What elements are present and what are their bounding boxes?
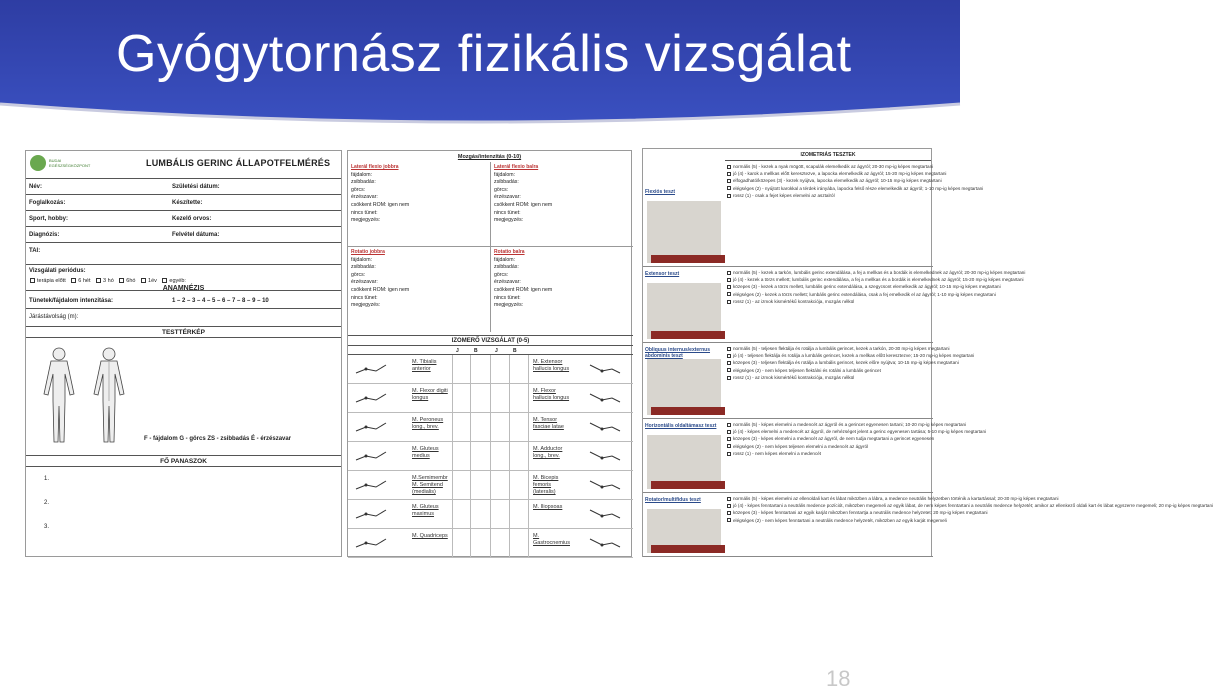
form-title: LUMBÁLIS GERINC ÁLLAPOTFELMÉRÉS — [146, 158, 331, 168]
option-label: 1év — [148, 278, 157, 284]
checkbox[interactable] — [727, 452, 731, 456]
checkbox[interactable] — [727, 285, 731, 289]
test-line-text: közepes (3) - teljesen flektálja és rotálja a lumbális gerincet, kezek előre nyújtva; 10-15 mp-ig képes megtartani — [733, 360, 959, 366]
test-line — [727, 502, 1213, 509]
col-header: B — [513, 348, 517, 354]
test-line — [727, 374, 931, 381]
checkbox[interactable] — [727, 444, 731, 448]
test-line-text: rossz (1) - nem képes elemelni a medencét — [733, 450, 822, 456]
block-title: Rotatio jobbra — [351, 249, 385, 255]
muscle-label: M. Gluteus maximus — [412, 504, 439, 517]
clinic-logo-icon — [30, 155, 46, 171]
block-title: Rotatio balra — [494, 249, 525, 255]
block-line: fájdalom: — [494, 256, 516, 263]
field-label: Sport, hobby: — [29, 216, 68, 222]
checkbox[interactable] — [141, 278, 146, 283]
test-name: Obliquus internus/externus abdominis teszt — [645, 347, 711, 359]
checkbox[interactable] — [727, 354, 731, 358]
muscle-strength-table — [348, 335, 633, 558]
exercise-figure-icon — [354, 390, 388, 406]
test-line — [727, 291, 996, 298]
isometric-test — [643, 493, 1213, 557]
option-label: 6hó — [126, 278, 136, 284]
field-label: Születési dátum: — [172, 184, 220, 190]
test-line-text: normális (5) - teljesen flektálja és rotálja a lumbális gerincet, kezek a tarkón, 20-30 mp-ig képes megtartani — [733, 346, 950, 351]
muscle-table-title: IZOMERŐ VIZSGÁLAT (0-5) — [348, 335, 633, 346]
col-header: B — [474, 348, 478, 354]
checkbox[interactable] — [71, 278, 76, 283]
block-line: megjegyzés: — [494, 217, 524, 224]
block-line: fájdalom: — [351, 256, 373, 263]
muscle-label: M. Adductor long., brev. — [533, 446, 563, 459]
checkbox[interactable] — [727, 423, 731, 427]
checkbox[interactable] — [727, 179, 731, 183]
movement-muscle-form — [347, 150, 632, 557]
exercise-figure-icon — [354, 448, 388, 464]
block-line: érzészavar: — [351, 194, 378, 201]
period-label: Vizsgálati periódus: — [29, 268, 86, 274]
table-row — [348, 529, 633, 558]
block-line: nincs tünet: — [351, 294, 378, 301]
test-name: Extensor teszt — [645, 271, 680, 277]
test-photo — [647, 201, 721, 263]
isometric-tests-form — [642, 148, 1213, 557]
checkbox[interactable] — [727, 497, 731, 501]
muscle-label: M. Gluteus medius — [412, 446, 439, 459]
test-line-text: rossz (1) - csak a fejet képes elemelni az asztalról — [733, 192, 835, 198]
muscle-label: M. Tensor fasciae latae — [533, 417, 564, 430]
test-line — [727, 298, 931, 305]
test-photo — [647, 509, 721, 553]
checkbox[interactable] — [30, 278, 35, 283]
anamnezis-heading: ANAMNÉZIS — [162, 285, 205, 292]
test-line-text: elégséges (2) - nem képes fenntartani a neutrális medence helyzetét, miközben az egyik karját megemeli — [733, 517, 947, 523]
walking-label: Járástávolság (m): — [29, 314, 79, 320]
test-line-text: normális (5) - kezek a tarkón, lumbális gerinc extendálása, a fej a mellkas és a bordák is elemelkednek az ágyról; 20-30 mp-ig képes megtartani — [733, 270, 1026, 275]
test-line-text: normális (5) - képes elemelni a medencét az ágyról és a gerincet egyenesen tartani; 10-20 mp-ig képes megtartani — [733, 422, 967, 427]
exercise-figure-icon — [354, 535, 388, 551]
movement-block — [494, 164, 552, 225]
test-line-text: jó (4) - teljesen flektálja és rotálja a lumbális gerincet, kezek a mellkas előtt keresztezve; 15-20 mp-ig képes megtartani — [733, 353, 975, 359]
test-line — [727, 269, 1026, 276]
checkbox[interactable] — [162, 278, 167, 283]
complaint-number: 1. — [44, 476, 50, 482]
lumbar-assessment-form — [25, 150, 342, 557]
test-line-text: közepes (3) - képes fenntartani az egyik karját miközben fenntartja a neutrális medence helyzetet; 20 mp-ig képes megtartani — [733, 510, 988, 516]
field-label: Felvétel dátuma: — [172, 232, 220, 238]
exercise-figure-icon — [354, 477, 388, 493]
test-line-text: elégséges (2) - nyújtott karokkal a térdek irányába, lapocka felső része elemelkedik az ágyról; 1-10 mp-ig képes megtartani — [733, 185, 984, 191]
test-line-text: elégséges (2) - kezek a törzs mellett; lumbális gerinc extendálása, csak a fej emelkedik el az ágyról; 1-10 mp-ig képes megtartani — [733, 291, 996, 297]
test-line-text: rossz (1) - az izmok kismértékű kontrakciója, mozgás nélkül — [733, 298, 855, 304]
exercise-figure-icon — [354, 419, 388, 435]
exercise-figure-icon — [588, 535, 622, 551]
test-line-text: normális (5) - képes elemelni az ellenoldali kart és lábat miközben a lábra, a medence neutrális helyzetben történik a kartartással; 20-30 mp-ig képes megtartani — [733, 496, 1059, 501]
test-line — [727, 177, 942, 184]
block-line: nincs tünet: — [351, 209, 378, 216]
test-line — [727, 192, 931, 199]
checkbox[interactable] — [727, 271, 731, 275]
period-options — [26, 278, 186, 284]
checkbox[interactable] — [727, 165, 731, 169]
isometric-test — [643, 343, 975, 419]
muscle-label: M. Flexor digiti longus — [412, 388, 448, 401]
intensity-scale: 1 – 2 – 3 – 4 – 5 – 6 – 7 – 8 – 9 – 10 — [172, 298, 269, 304]
test-line — [727, 495, 1059, 502]
option-label: egyéb: — [169, 278, 186, 284]
block-line: zsibbadás: — [351, 179, 376, 186]
test-line — [727, 435, 935, 442]
movement-block — [351, 249, 409, 310]
block-line: fájdalom: — [494, 171, 516, 178]
field-label: Diagnózis: — [29, 232, 60, 238]
movement-block — [351, 164, 409, 225]
test-line-text: normális (5) - kezek a nyak mögött, scapulák elemelkedik az ágyról; 20-30 mp-ig képes megtartani — [733, 164, 934, 169]
exercise-figure-icon — [354, 361, 388, 377]
test-line — [727, 276, 1024, 283]
test-line — [727, 283, 1001, 290]
option-label: terápia előtt — [37, 278, 66, 284]
test-line-text: közepes (3) - kezek a törzs mellett, lumbális gerinc extendálása, a szegycsont elemelkedik az ágyról; 10-15 mp-ig képes megtartani — [733, 284, 1001, 290]
exercise-figure-icon — [588, 361, 622, 377]
test-line-text: jó (4) - képes elemelni a medencét az ágyról, de nehézséget jelent a gerinc egyenesen tartása; 5-10 mp-ig képes megtartani — [733, 429, 987, 435]
field-label: Foglalkozás: — [29, 200, 66, 206]
checkbox[interactable] — [727, 504, 731, 508]
complaint-number: 3. — [44, 524, 50, 530]
block-line: csökkent ROM: igen nem — [351, 286, 410, 293]
exercise-figure-icon — [588, 390, 622, 406]
muscle-label: M. Iliopsoas — [533, 504, 563, 510]
block-line: zsibbadás: — [494, 264, 519, 271]
block-line: görcs: — [351, 186, 366, 193]
isometric-title: IZOMETRIÁS TESZTEK — [725, 149, 931, 161]
test-name: Flexiós teszt — [645, 189, 676, 195]
block-line: nincs tünet: — [494, 294, 521, 301]
checkbox[interactable] — [119, 278, 124, 283]
exercise-figure-icon — [588, 506, 622, 522]
test-line-text: jó (4) - karok a mellkas előtt keresztezve, a lapocka elemelkedik az ágyról; 15-20 mp-ig képes megtartani — [733, 171, 947, 177]
checkbox[interactable] — [727, 368, 731, 372]
test-line-text: jó (4) - kezek a törzs mellett; lumbális gerinc extendálása, a fej a mellkas és a bordák is elemelkednek az ágyról; 15-20 mp-ig képes megtartani — [733, 277, 1024, 283]
muscle-label: M. Extensor hallucis longus — [533, 359, 570, 372]
muscle-label: M. Gastrocnemius — [533, 533, 570, 546]
block-line: csökkent ROM: igen nem — [351, 201, 410, 208]
isometric-test — [643, 161, 984, 267]
table-row — [348, 413, 633, 442]
checkbox[interactable] — [96, 278, 101, 283]
block-line: csökkent ROM: igen nem — [494, 286, 553, 293]
muscle-label: M. Quadriceps — [412, 533, 448, 539]
test-name: Horizontális oldaltámasz teszt — [645, 423, 717, 429]
body-map-legend: F - fájdalom G - görcs ZS - zsibbadás É - érzészavar — [144, 436, 292, 442]
checkbox[interactable] — [727, 292, 731, 296]
checkbox[interactable] — [727, 172, 731, 176]
exercise-figure-icon — [354, 506, 388, 522]
slide-title: Gyógytornász fizikális vizsgálat — [116, 25, 852, 83]
test-line-text: közepes (3) - képes elemelni a medencét az ágyról, de nem tudja megtartani a gerincet egyenesen — [733, 436, 935, 442]
field-label: Kezelő orvos: — [172, 216, 212, 222]
block-line: görcs: — [494, 271, 509, 278]
exercise-figure-icon — [588, 477, 622, 493]
block-line: érzészavar: — [351, 279, 378, 286]
body-figure-front-icon — [34, 346, 84, 446]
test-line — [727, 428, 987, 435]
checkbox[interactable] — [727, 300, 731, 304]
checkbox[interactable] — [727, 437, 731, 441]
block-line: nincs tünet: — [494, 209, 521, 216]
muscle-label: M.Semimembr M. Semitend (medialis) — [412, 475, 448, 495]
block-line: megjegyzés: — [351, 217, 381, 224]
exercise-figure-icon — [588, 419, 622, 435]
test-photo — [647, 283, 721, 339]
block-title: Laterál flexio jobbra — [351, 164, 399, 170]
col-header: J — [495, 348, 498, 354]
muscle-label: M. Tibialis anterior — [412, 359, 437, 372]
test-line — [727, 367, 931, 374]
block-line: megjegyzés: — [351, 302, 381, 309]
logo-text: BUDAI EGÉSZSÉGKÖZPONT — [49, 158, 91, 168]
muscle-label: M. Peroneus long., brev. — [412, 417, 444, 430]
block-line: zsibbadás: — [494, 179, 519, 186]
block-line: görcs: — [494, 186, 509, 193]
table-row — [348, 355, 633, 384]
complaints-heading: FŐ PANASZOK — [26, 456, 341, 467]
checkbox[interactable] — [727, 186, 731, 190]
intensity-label: Tünetek/fájdalom intenzitása: — [29, 298, 114, 304]
test-line — [727, 421, 967, 428]
block-line: érzészavar: — [494, 194, 521, 201]
test-line — [727, 163, 934, 170]
movement-title: Mozgás/intenzitás (0-10) — [457, 154, 522, 160]
table-row — [348, 500, 633, 529]
test-name: Rotator/multifidus teszt — [645, 497, 701, 503]
block-line: zsibbadás: — [351, 264, 376, 271]
checkbox[interactable] — [727, 278, 731, 282]
option-label: 6 hét — [78, 278, 91, 284]
muscle-label: M. Bicepis femoris (lateralis) — [533, 475, 559, 495]
page-number: 18 — [826, 666, 851, 691]
option-label: 3 hó — [103, 278, 114, 284]
field-label: Név: — [29, 184, 43, 190]
checkbox[interactable] — [727, 347, 731, 351]
test-photo — [647, 435, 721, 489]
test-line — [727, 352, 975, 359]
checkbox[interactable] — [727, 361, 731, 365]
col-header: J — [456, 348, 459, 354]
isometric-test — [643, 419, 987, 493]
table-row — [348, 471, 633, 500]
exercise-figure-icon — [588, 448, 622, 464]
checkbox[interactable] — [727, 511, 731, 515]
body-figure-back-icon — [84, 346, 134, 446]
test-line — [727, 450, 931, 457]
test-line — [727, 509, 988, 516]
checkbox[interactable] — [727, 194, 731, 198]
test-line-text: elégséges (2) - nem képes teljesen flektálni és rotálni a lumbális gerincet — [733, 367, 881, 373]
test-line-text: elégséges (2) - nem képes teljesen elemelni a medencét az ágyról — [733, 443, 869, 449]
checkbox[interactable] — [727, 518, 731, 522]
test-line-text: jó (4) - képes fenntartani a neutrális medence pozíciót, miközben megemeli az egyik lábat, de nem képes fenntartani a neutrális medence helyzetét; amikor az ellenkező oldali kart és lábat egyszerre megemeli; 20 mp-ig képes megtartani — [733, 503, 1213, 509]
block-line: érzészavar: — [494, 279, 521, 286]
checkbox[interactable] — [727, 430, 731, 434]
block-line: fájdalom: — [351, 171, 373, 178]
test-line — [727, 170, 947, 177]
test-photo — [647, 359, 721, 415]
checkbox[interactable] — [727, 376, 731, 380]
block-line: csökkent ROM: igen nem — [494, 201, 553, 208]
block-line: görcs: — [351, 271, 366, 278]
muscle-label: M. Flexor hallucis longus — [533, 388, 570, 401]
test-line — [727, 359, 959, 366]
table-row — [348, 442, 633, 471]
test-line — [727, 185, 984, 192]
field-label: Készítette: — [172, 200, 203, 206]
body-map-heading: TESTTÉRKÉP — [26, 327, 341, 338]
block-line: megjegyzés: — [494, 302, 524, 309]
tai-label: TAI: — [29, 248, 41, 254]
test-line — [727, 443, 931, 450]
test-line-text: rossz (1) - az izmok kismértékű kontrakciója, mozgás nélkül — [733, 374, 855, 380]
body-map — [26, 338, 341, 456]
isometric-test — [643, 267, 1026, 343]
table-row — [348, 384, 633, 413]
block-title: Laterál flexio balra — [494, 164, 539, 170]
test-line — [727, 517, 947, 524]
test-line — [727, 345, 950, 352]
test-line-text: elfogadható/közepes (3) - kezek nyújtva, lapocka elemelkedik az ágyról; 10-15 mp-ig képes megtartani — [733, 178, 942, 184]
complaint-number: 2. — [44, 500, 50, 506]
movement-block — [494, 249, 552, 310]
